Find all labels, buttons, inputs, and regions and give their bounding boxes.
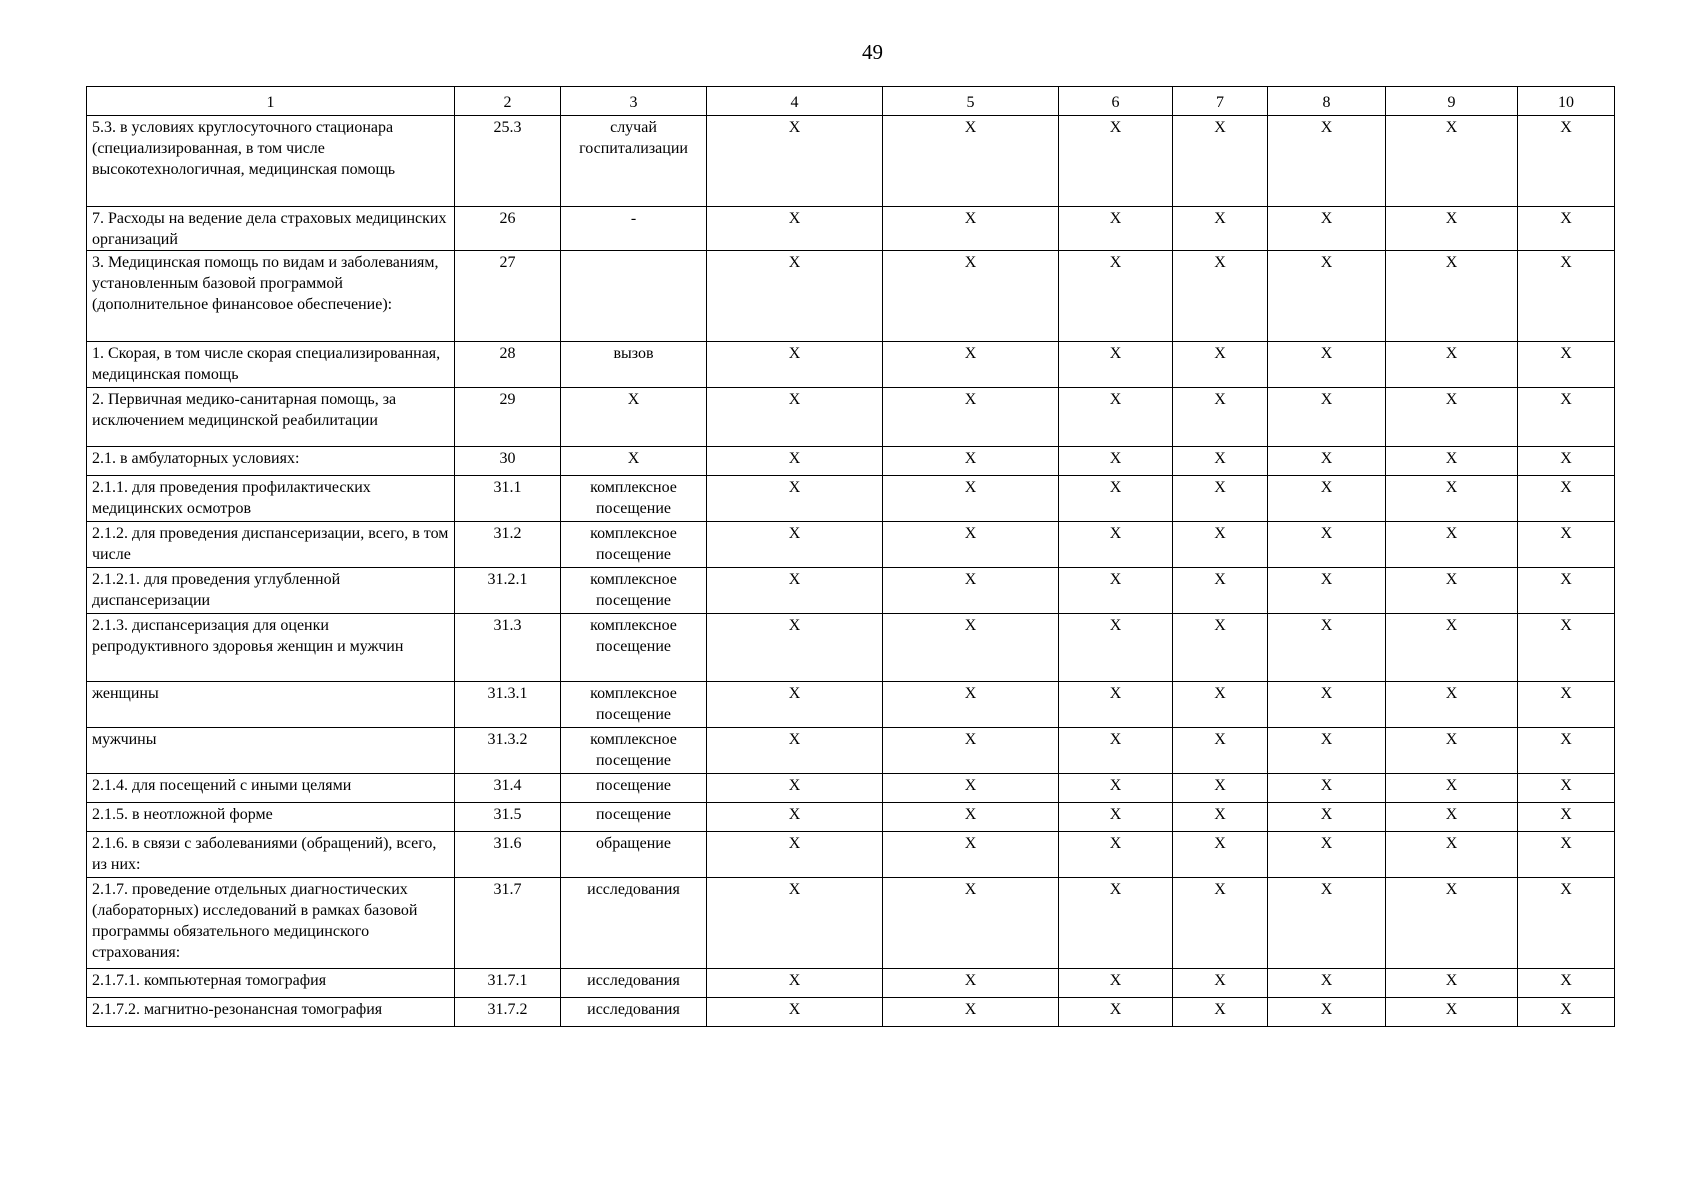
row-value-cell: X xyxy=(1059,568,1173,614)
row-value-cell: X xyxy=(707,388,883,447)
row-value-cell: X xyxy=(1173,568,1268,614)
table-row xyxy=(87,998,1615,1027)
row-unit-cell: комплексное посещение xyxy=(561,568,707,614)
row-value-cell: X xyxy=(883,388,1059,447)
row-value-cell: X xyxy=(1386,116,1518,207)
row-value-cell: X xyxy=(707,832,883,878)
row-value-cell: X xyxy=(1059,614,1173,682)
table-row xyxy=(87,207,1615,251)
row-code-cell: 31.2 xyxy=(455,522,561,568)
row-name-cell: женщины xyxy=(87,682,455,728)
row-name-cell: 1. Скорая, в том числе скорая специализированная, медицинская помощь xyxy=(87,342,455,388)
table-row xyxy=(87,878,1615,969)
row-value-cell: X xyxy=(1518,342,1615,388)
row-value-cell: X xyxy=(1518,774,1615,803)
row-name-cell: 2.1.6. в связи с заболеваниями (обращений), всего, из них: xyxy=(87,832,455,878)
row-value-cell: X xyxy=(883,832,1059,878)
row-value-cell: X xyxy=(1268,388,1386,447)
row-value-cell: X xyxy=(883,682,1059,728)
row-value-cell: X xyxy=(1173,522,1268,568)
row-value-cell: X xyxy=(1386,568,1518,614)
row-value-cell: X xyxy=(1059,969,1173,998)
column-header-8: 8 xyxy=(1268,87,1386,116)
row-value-cell: X xyxy=(707,614,883,682)
row-name-cell: 2.1.2. для проведения диспансеризации, всего, в том числе xyxy=(87,522,455,568)
row-code-cell: 31.2.1 xyxy=(455,568,561,614)
row-value-cell: X xyxy=(1386,342,1518,388)
column-header-4: 4 xyxy=(707,87,883,116)
row-value-cell: X xyxy=(1268,568,1386,614)
row-unit-cell: вызов xyxy=(561,342,707,388)
column-header-9: 9 xyxy=(1386,87,1518,116)
row-value-cell: X xyxy=(1059,207,1173,251)
row-value-cell: X xyxy=(883,998,1059,1027)
row-code-cell: 31.4 xyxy=(455,774,561,803)
row-value-cell: X xyxy=(1386,728,1518,774)
row-value-cell: X xyxy=(883,614,1059,682)
row-value-cell: X xyxy=(1518,522,1615,568)
row-value-cell: X xyxy=(1268,251,1386,342)
table-row xyxy=(87,342,1615,388)
row-value-cell: X xyxy=(707,342,883,388)
row-value-cell: X xyxy=(1173,998,1268,1027)
table-row xyxy=(87,447,1615,476)
row-value-cell: X xyxy=(707,251,883,342)
row-value-cell: X xyxy=(1268,614,1386,682)
table-row xyxy=(87,774,1615,803)
row-value-cell: X xyxy=(1518,476,1615,522)
row-code-cell: 31.3.1 xyxy=(455,682,561,728)
row-value-cell: X xyxy=(1059,803,1173,832)
row-value-cell: X xyxy=(1059,522,1173,568)
row-unit-cell: комплексное посещение xyxy=(561,522,707,568)
row-value-cell: X xyxy=(1173,969,1268,998)
row-value-cell: X xyxy=(883,447,1059,476)
row-name-cell: 2.1.3. диспансеризация для оценки репродуктивного здоровья женщин и мужчин xyxy=(87,614,455,682)
row-value-cell: X xyxy=(707,998,883,1027)
row-value-cell: X xyxy=(1059,832,1173,878)
row-code-cell: 31.5 xyxy=(455,803,561,832)
row-unit-cell: посещение xyxy=(561,774,707,803)
row-value-cell: X xyxy=(1268,476,1386,522)
row-value-cell: X xyxy=(883,476,1059,522)
row-code-cell: 31.6 xyxy=(455,832,561,878)
row-value-cell: X xyxy=(1518,803,1615,832)
row-value-cell: X xyxy=(1518,998,1615,1027)
row-value-cell: X xyxy=(1059,251,1173,342)
row-value-cell: X xyxy=(1268,522,1386,568)
row-value-cell: X xyxy=(707,728,883,774)
row-value-cell: X xyxy=(1386,251,1518,342)
row-value-cell: X xyxy=(1268,342,1386,388)
row-value-cell: X xyxy=(1059,878,1173,969)
row-value-cell: X xyxy=(707,878,883,969)
row-value-cell: X xyxy=(1059,116,1173,207)
row-value-cell: X xyxy=(1059,998,1173,1027)
row-unit-cell: X xyxy=(561,447,707,476)
row-code-cell: 31.1 xyxy=(455,476,561,522)
row-value-cell: X xyxy=(1059,682,1173,728)
row-unit-cell: обращение xyxy=(561,832,707,878)
column-header-6: 6 xyxy=(1059,87,1173,116)
row-value-cell: X xyxy=(1173,832,1268,878)
row-value-cell: X xyxy=(1268,682,1386,728)
row-value-cell: X xyxy=(1268,728,1386,774)
row-value-cell: X xyxy=(1386,878,1518,969)
row-value-cell: X xyxy=(883,774,1059,803)
row-value-cell: X xyxy=(1173,447,1268,476)
table-row xyxy=(87,251,1615,342)
row-value-cell: X xyxy=(1173,878,1268,969)
row-unit-cell xyxy=(561,251,707,342)
row-value-cell: X xyxy=(883,251,1059,342)
row-value-cell: X xyxy=(1268,116,1386,207)
row-value-cell: X xyxy=(1173,388,1268,447)
row-value-cell: X xyxy=(1386,969,1518,998)
row-value-cell: X xyxy=(883,803,1059,832)
row-value-cell: X xyxy=(707,207,883,251)
row-code-cell: 25.3 xyxy=(455,116,561,207)
row-value-cell: X xyxy=(1386,614,1518,682)
table-row xyxy=(87,476,1615,522)
header-row xyxy=(87,87,1615,116)
row-value-cell: X xyxy=(1518,116,1615,207)
row-value-cell: X xyxy=(1268,998,1386,1027)
row-unit-cell: исследования xyxy=(561,969,707,998)
row-value-cell: X xyxy=(1059,447,1173,476)
row-value-cell: X xyxy=(707,476,883,522)
row-value-cell: X xyxy=(1173,476,1268,522)
row-code-cell: 27 xyxy=(455,251,561,342)
column-header-10: 10 xyxy=(1518,87,1615,116)
table-body xyxy=(87,116,1615,1027)
row-value-cell: X xyxy=(883,878,1059,969)
column-header-1: 1 xyxy=(87,87,455,116)
row-value-cell: X xyxy=(707,568,883,614)
page-number: 49 xyxy=(862,40,883,64)
row-value-cell: X xyxy=(1518,568,1615,614)
row-code-cell: 31.7.2 xyxy=(455,998,561,1027)
row-code-cell: 29 xyxy=(455,388,561,447)
row-unit-cell: исследования xyxy=(561,878,707,969)
row-code-cell: 31.7.1 xyxy=(455,969,561,998)
row-value-cell: X xyxy=(1268,878,1386,969)
row-code-cell: 30 xyxy=(455,447,561,476)
row-name-cell: 3. Медицинская помощь по видам и заболеваниям, установленным базовой программой (дополнительное финансовое обеспечение): xyxy=(87,251,455,342)
row-name-cell: мужчины xyxy=(87,728,455,774)
row-unit-cell: случай госпитализации xyxy=(561,116,707,207)
row-value-cell: X xyxy=(1173,614,1268,682)
row-value-cell: X xyxy=(707,116,883,207)
row-value-cell: X xyxy=(707,522,883,568)
row-value-cell: X xyxy=(1518,682,1615,728)
row-name-cell: 2.1.4. для посещений с иными целями xyxy=(87,774,455,803)
row-value-cell: X xyxy=(1173,251,1268,342)
row-code-cell: 31.3.2 xyxy=(455,728,561,774)
table-row xyxy=(87,832,1615,878)
row-value-cell: X xyxy=(1059,728,1173,774)
table-row xyxy=(87,728,1615,774)
row-unit-cell: комплексное посещение xyxy=(561,476,707,522)
row-value-cell: X xyxy=(1173,207,1268,251)
table-row xyxy=(87,969,1615,998)
row-unit-cell: исследования xyxy=(561,998,707,1027)
row-unit-cell: комплексное посещение xyxy=(561,728,707,774)
row-value-cell: X xyxy=(1518,388,1615,447)
row-value-cell: X xyxy=(1518,447,1615,476)
column-header-2: 2 xyxy=(455,87,561,116)
row-name-cell: 2.1.7. проведение отдельных диагностических (лабораторных) исследований в рамках базовой программы обязательного медицинского страхования: xyxy=(87,878,455,969)
row-value-cell: X xyxy=(1173,682,1268,728)
row-value-cell: X xyxy=(1173,803,1268,832)
row-value-cell: X xyxy=(707,969,883,998)
row-value-cell: X xyxy=(883,522,1059,568)
row-unit-cell: посещение xyxy=(561,803,707,832)
row-value-cell: X xyxy=(1059,388,1173,447)
table-row xyxy=(87,803,1615,832)
row-value-cell: X xyxy=(1518,728,1615,774)
row-unit-cell: комплексное посещение xyxy=(561,682,707,728)
row-value-cell: X xyxy=(883,207,1059,251)
row-value-cell: X xyxy=(1268,803,1386,832)
row-value-cell: X xyxy=(1386,388,1518,447)
row-value-cell: X xyxy=(1059,774,1173,803)
row-value-cell: X xyxy=(1268,207,1386,251)
row-code-cell: 26 xyxy=(455,207,561,251)
row-value-cell: X xyxy=(883,568,1059,614)
table-row xyxy=(87,522,1615,568)
row-value-cell: X xyxy=(883,116,1059,207)
row-value-cell: X xyxy=(707,774,883,803)
row-unit-cell: - xyxy=(561,207,707,251)
row-value-cell: X xyxy=(1268,969,1386,998)
row-value-cell: X xyxy=(707,682,883,728)
row-value-cell: X xyxy=(1173,342,1268,388)
table-row xyxy=(87,116,1615,207)
row-name-cell: 2.1.7.2. магнитно-резонансная томография xyxy=(87,998,455,1027)
row-value-cell: X xyxy=(1518,614,1615,682)
row-name-cell: 7. Расходы на ведение дела страховых медицинских организаций xyxy=(87,207,455,251)
row-value-cell: X xyxy=(883,728,1059,774)
row-value-cell: X xyxy=(1386,998,1518,1027)
row-value-cell: X xyxy=(1518,969,1615,998)
row-value-cell: X xyxy=(1386,682,1518,728)
row-value-cell: X xyxy=(1386,476,1518,522)
row-value-cell: X xyxy=(1268,447,1386,476)
column-header-3: 3 xyxy=(561,87,707,116)
row-value-cell: X xyxy=(1059,342,1173,388)
row-value-cell: X xyxy=(883,969,1059,998)
row-name-cell: 2.1.5. в неотложной форме xyxy=(87,803,455,832)
row-value-cell: X xyxy=(707,447,883,476)
row-code-cell: 28 xyxy=(455,342,561,388)
row-name-cell: 2.1.2.1. для проведения углубленной диспансеризации xyxy=(87,568,455,614)
row-name-cell: 2. Первичная медико-санитарная помощь, за исключением медицинской реабилитации xyxy=(87,388,455,447)
row-value-cell: X xyxy=(1386,447,1518,476)
column-header-7: 7 xyxy=(1173,87,1268,116)
row-value-cell: X xyxy=(1386,832,1518,878)
row-value-cell: X xyxy=(1173,728,1268,774)
row-name-cell: 2.1. в амбулаторных условиях: xyxy=(87,447,455,476)
row-value-cell: X xyxy=(1268,774,1386,803)
row-value-cell: X xyxy=(1386,803,1518,832)
data-table xyxy=(86,86,1615,1027)
row-name-cell: 2.1.7.1. компьютерная томография xyxy=(87,969,455,998)
table-row xyxy=(87,388,1615,447)
column-header-5: 5 xyxy=(883,87,1059,116)
table-row xyxy=(87,568,1615,614)
row-code-cell: 31.3 xyxy=(455,614,561,682)
row-value-cell: X xyxy=(1268,832,1386,878)
row-value-cell: X xyxy=(707,803,883,832)
row-unit-cell: комплексное посещение xyxy=(561,614,707,682)
row-value-cell: X xyxy=(1518,878,1615,969)
table-row xyxy=(87,682,1615,728)
row-value-cell: X xyxy=(1386,522,1518,568)
row-value-cell: X xyxy=(1386,207,1518,251)
row-value-cell: X xyxy=(1173,774,1268,803)
table-row xyxy=(87,614,1615,682)
row-name-cell: 5.3. в условиях круглосуточного стационара (специализированная, в том числе высокотехнологичная, медицинская помощь xyxy=(87,116,455,207)
row-unit-cell: X xyxy=(561,388,707,447)
row-value-cell: X xyxy=(1059,476,1173,522)
row-value-cell: X xyxy=(1518,251,1615,342)
row-name-cell: 2.1.1. для проведения профилактических медицинских осмотров xyxy=(87,476,455,522)
row-value-cell: X xyxy=(1518,832,1615,878)
row-code-cell: 31.7 xyxy=(455,878,561,969)
row-value-cell: X xyxy=(1173,116,1268,207)
row-value-cell: X xyxy=(883,342,1059,388)
row-value-cell: X xyxy=(1518,207,1615,251)
row-value-cell: X xyxy=(1386,774,1518,803)
